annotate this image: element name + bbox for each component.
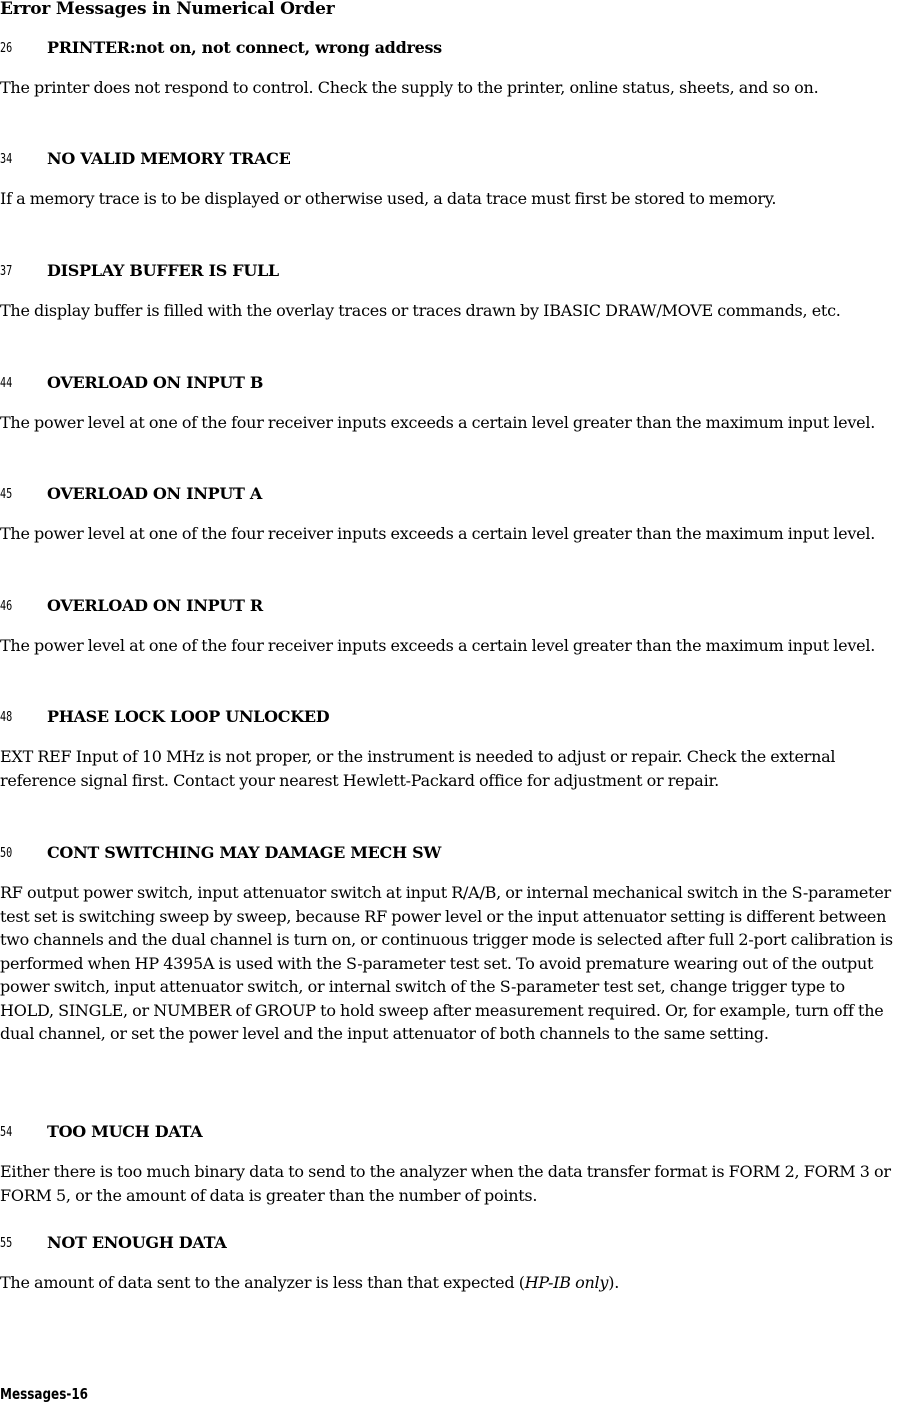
error-entry-50: [0, 842, 898, 1046]
error-code: 46: [0, 599, 13, 614]
error-description: The power level at one of the four receiver inputs exceeds a certain level greater than the maximum input level.: [0, 524, 876, 543]
error-description: The power level at one of the four receiver inputs exceeds a certain level greater than the maximum input level.: [0, 636, 876, 655]
error-description: The printer does not respond to control. Check the supply to the printer, online status, sheets, and so on.: [0, 78, 819, 97]
entry-header: [0, 260, 898, 282]
error-code: 26: [0, 41, 13, 56]
description-emphasis: HP-IB only: [524, 1273, 609, 1292]
error-title: OVERLOAD ON INPUT A: [47, 484, 263, 503]
error-description: EXT REF Input of 10 MHz is not proper, or the instrument is needed to adjust or repair. Check the external reference signal first. Contact your nearest Hewlett-Packard office for adjustment or repair.: [0, 747, 836, 790]
error-code: 48: [0, 710, 13, 725]
error-entry-48: [0, 706, 898, 792]
description-text-end: ).: [608, 1273, 620, 1292]
section-title: Error Messages in Numerical Order: [0, 0, 335, 19]
error-description: [0, 1271, 898, 1295]
entry-header: [0, 148, 898, 170]
error-description: The power level at one of the four receiver inputs exceeds a certain level greater than the maximum input level.: [0, 413, 876, 432]
error-code: 50: [0, 846, 13, 861]
error-title: NO VALID MEMORY TRACE: [47, 149, 291, 168]
error-entry-54: [0, 1121, 898, 1207]
error-title: OVERLOAD ON INPUT R: [47, 596, 263, 615]
error-title: OVERLOAD ON INPUT B: [47, 373, 264, 392]
error-title: TOO MUCH DATA: [47, 1122, 203, 1141]
error-code: 34: [0, 152, 13, 167]
error-description: RF output power switch, input attenuator switch at input R/A/B, or internal mechanical switch in the S-parameter test set is switching sweep by sweep, because RF power level or the input attenuator setting is different between two channels and the dual channel is turn on, or continuous trigger mode is selected after full 2-port calibration is performed when HP 4395A is used with the S-parameter test set. To avoid premature wearing out of the output power switch, input attenuator switch, or internal switch of the S-parameter test set, change trigger type to HOLD, SINGLE, or NUMBER of GROUP to hold sweep after measurement required. Or, for example, turn off the dual channel, or set the power level and the input attenuator of both channels to the same setting.: [0, 883, 893, 1043]
error-entry-46: [0, 595, 898, 658]
error-entry-45: [0, 483, 898, 546]
entry-header: [0, 1232, 898, 1254]
error-entry-55: [0, 1232, 898, 1295]
error-code: 37: [0, 264, 13, 279]
error-code: 45: [0, 487, 13, 502]
error-code: 55: [0, 1236, 13, 1251]
error-code: 44: [0, 376, 13, 391]
entry-header: [0, 842, 898, 864]
entry-header: [0, 372, 898, 394]
error-entry-34: [0, 148, 898, 211]
entry-header: [0, 706, 898, 728]
error-code: 54: [0, 1125, 13, 1140]
entry-header: [0, 595, 898, 617]
error-description: If a memory trace is to be displayed or otherwise used, a data trace must first be stored to memory.: [0, 189, 777, 208]
entry-header: [0, 1121, 898, 1143]
error-title: CONT SWITCHING MAY DAMAGE MECH SW: [47, 843, 441, 862]
error-title: PHASE LOCK LOOP UNLOCKED: [47, 707, 330, 726]
error-title: DISPLAY BUFFER IS FULL: [47, 261, 279, 280]
page-footer: Messages-16: [0, 1385, 89, 1403]
error-title: NOT ENOUGH DATA: [47, 1233, 227, 1252]
error-entry-37: [0, 260, 898, 323]
error-title: PRINTER:not on, not connect, wrong address: [47, 38, 442, 57]
error-entry-26: [0, 37, 898, 100]
error-description: The display buffer is filled with the overlay traces or traces drawn by IBASIC DRAW/MOVE commands, etc.: [0, 301, 841, 320]
error-description: Either there is too much binary data to send to the analyzer when the data transfer format is FORM 2, FORM 3 or FORM 5, or the amount of data is greater than the number of points.: [0, 1162, 891, 1205]
entry-header: [0, 37, 898, 59]
error-entry-44: [0, 372, 898, 435]
entry-header: [0, 483, 898, 505]
description-text: The amount of data sent to the analyzer is less than that expected (: [0, 1273, 525, 1292]
